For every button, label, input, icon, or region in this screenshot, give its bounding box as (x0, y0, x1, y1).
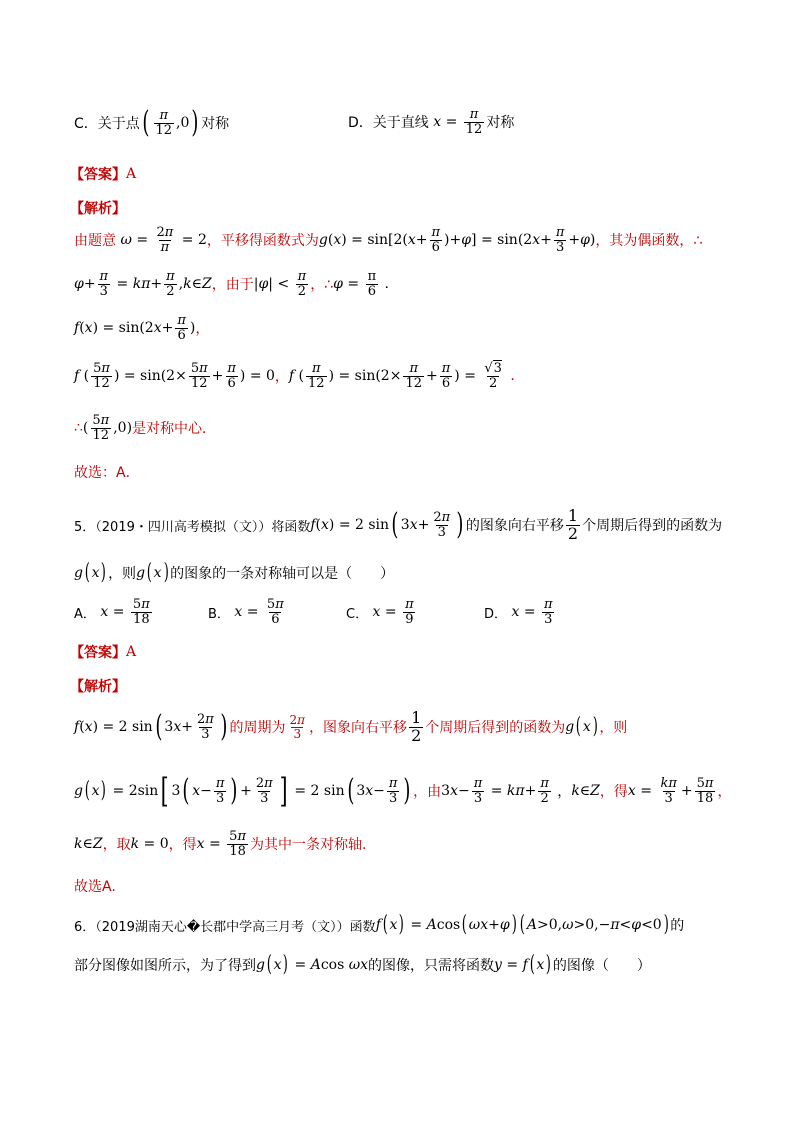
question-5-option-b: B． x = $\frac{5\pi}{6}$ (208, 597, 284, 627)
answer-label-q5: 【答案】 A (70, 644, 137, 661)
conclusion-q5: 故选A. (74, 879, 116, 895)
analysis-label-q5: 【解析】 (70, 679, 126, 695)
analysis-line-3: f ( x ) = sin(2 x + $\frac{\pi}{6}$ ) ， (74, 313, 210, 343)
question-5-option-a: A． x = $\frac{5\pi}{18}$ (74, 597, 150, 627)
question-5-option-c: C． x = $\frac{\pi}{9}$ (346, 597, 414, 627)
question-5-stem-2: g ( x ) ，则 g ( x ) 的图象的一条对称轴可以是（ ） (74, 560, 395, 585)
analysis-line-1: 由题意 ω = $\frac{2\pi}{\pi}$ = 2 ，平移得函数式为 g ( x ) = sin[2( x + $\frac{\pi}{6}$ )+ φ ] = sin(2 x + $\frac{\pi}{3}$ + φ ) ，其为偶函数，∴ (74, 225, 703, 255)
question-6-stem: 6．（2019湖南天心�长郡中学高三月考（文））函数 f ( x ) = A cos ( ωx + φ ) ( A >0, ω >0,− π < φ <0 ) 的 (74, 912, 685, 937)
answer-label: 【答案】 A (70, 166, 137, 183)
option-c: C．关于点 ( $\frac{\pi}{12}$ ,0 ) 对称 (74, 105, 230, 140)
q5-analysis-line-3: k∈Z ，取 k = 0 ，得 x = $\frac{5\pi}{18}$ 为其中一条对称轴. (74, 829, 367, 859)
option-d: D．关于直线 x = $\frac{\pi}{12}$ 对称 (348, 107, 515, 137)
q5-analysis-line-1: f ( x ) = 2 sin ( 3 x + $\frac{2\pi}{3}$ ) 的周期为 $\frac{2\pi}{3}$ ，图象向右平移 $\frac{1}{2}$ 个周期后得到的函数为 g ( x ) ，则 (74, 708, 628, 745)
question-5-option-d: D． x = $\frac{\pi}{3}$ (484, 597, 553, 627)
q5-analysis-line-2: g ( x ) = 2sin [ 3 ( x − $\frac{\pi}{3}$ ) + $\frac{2\pi}{3}$ ] = 2 sin ( 3 x − $\frac{\pi}{3}$ ) ，由 3 x − $\frac{\pi}{3}$ = kπ + $\frac{\pi}{2}$ ， k ∈ Z ，得 x = $\frac{k\pi}{3}$ + $\frac{5\pi}{18}$ ， (74, 771, 732, 811)
question-5-stem: 5．（2019・四川高考模拟（文））将函数 f ( x ) = 2 sin ( 3 x + $\frac{2\pi}{3}$ ) 的图象向右平移 $\frac{1}{2}$ 个周期后得到的函数为 (74, 506, 723, 543)
analysis-label: 【解析】 (70, 201, 126, 217)
question-6-stem-2: 部分图像如图所示，为了得到 g ( x ) = A cos ωx 的图像，只需将函数 y = f ( x ) 的图像（ ） (74, 952, 651, 977)
conclusion-q4: 故选：A． (74, 465, 140, 481)
analysis-line-4: f ( $\frac{5\pi}{12}$ ) = sin(2× $\frac{5\pi}{12}$ + $\frac{\pi}{6}$ ) = 0 ， f ( $\frac{\pi}{12}$ ) = sin(2× $\frac{\pi}{12}$ + $\frac{\pi}{6}$ ) = $\frac{√3}{2}$ . (74, 361, 515, 391)
analysis-line-5: ∴ ( $\frac{5\pi}{12}$ ,0) 是对称中心． (74, 413, 217, 443)
analysis-line-2: φ + $\frac{\pi}{3}$ = kπ + $\frac{\pi}{2}$ , k ∈ Z ，由于 | φ | < $\frac{\pi}{2}$ ，∴ φ = $\frac{\pi}{6}$ . (74, 269, 390, 299)
